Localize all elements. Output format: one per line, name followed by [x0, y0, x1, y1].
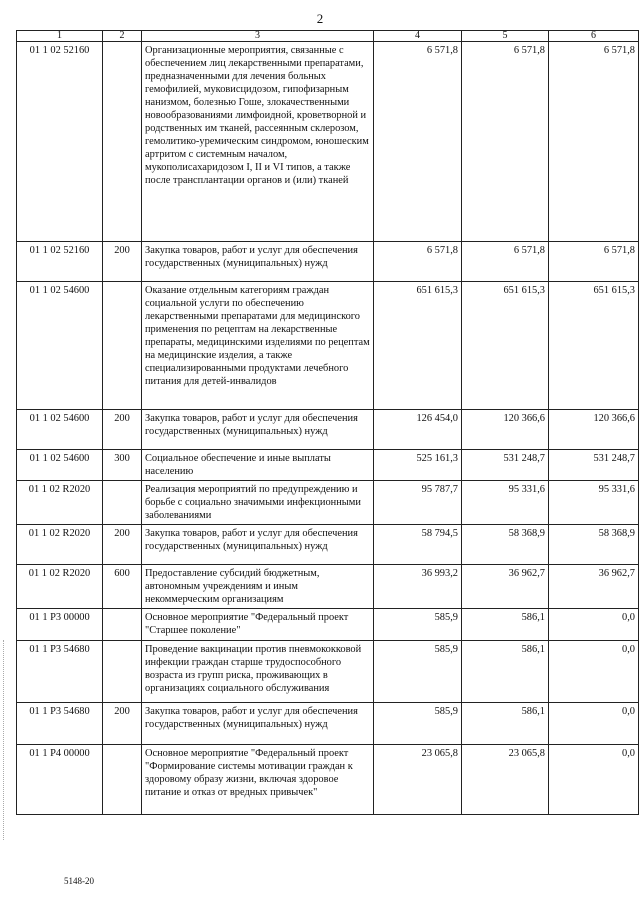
item-name: Проведение вакцинации против пневмококковой инфекции граждан старше трудоспособного возраста из групп риска, проживающих в организациях социального обслуживания	[142, 641, 374, 703]
amount-col5: 651 615,3	[462, 282, 549, 410]
table-row	[17, 242, 639, 282]
column-header: 2	[103, 31, 142, 42]
table-row	[17, 282, 639, 410]
document-id: 5148-20	[64, 876, 94, 886]
amount-col4: 36 993,2	[374, 565, 462, 609]
column-header: 4	[374, 31, 462, 42]
item-name: Закупка товаров, работ и услуг для обеспечения государственных (муниципальных) нужд	[142, 242, 374, 282]
amount-col4: 585,9	[374, 703, 462, 745]
budget-code: 01 1 02 52160	[17, 42, 103, 242]
column-number-row	[17, 31, 639, 42]
amount-col6: 531 248,7	[549, 450, 639, 481]
budget-code: 01 1 P3 54680	[17, 703, 103, 745]
table-row	[17, 703, 639, 745]
amount-col5: 120 366,6	[462, 410, 549, 450]
expense-type	[103, 609, 142, 641]
amount-col6: 0,0	[549, 703, 639, 745]
budget-code: 01 1 02 54600	[17, 450, 103, 481]
expense-type	[103, 282, 142, 410]
margin-mark	[3, 640, 5, 840]
column-header: 1	[17, 31, 103, 42]
amount-col5: 6 571,8	[462, 242, 549, 282]
amount-col6: 36 962,7	[549, 565, 639, 609]
amount-col6: 0,0	[549, 745, 639, 815]
item-name: Закупка товаров, работ и услуг для обеспечения государственных (муниципальных) нужд	[142, 703, 374, 745]
amount-col4: 6 571,8	[374, 242, 462, 282]
table-row	[17, 641, 639, 703]
table-row	[17, 525, 639, 565]
amount-col6: 0,0	[549, 641, 639, 703]
budget-code: 01 1 P3 54680	[17, 641, 103, 703]
expense-type	[103, 481, 142, 525]
amount-col6: 120 366,6	[549, 410, 639, 450]
item-name: Реализация мероприятий по предупреждению и борьбе с социально значимыми инфекционными заболеваниями	[142, 481, 374, 525]
amount-col5: 6 571,8	[462, 42, 549, 242]
amount-col6: 6 571,8	[549, 242, 639, 282]
item-name: Основное мероприятие "Федеральный проект "Формирование системы мотивации граждан к здоровому образу жизни, включая здоровое питание и отказ от вредных привычек"	[142, 745, 374, 815]
amount-col4: 126 454,0	[374, 410, 462, 450]
amount-col5: 23 065,8	[462, 745, 549, 815]
budget-code: 01 1 02 R2020	[17, 481, 103, 525]
expense-type: 300	[103, 450, 142, 481]
budget-code: 01 1 02 R2020	[17, 565, 103, 609]
budget-code: 01 1 P4 00000	[17, 745, 103, 815]
budget-code: 01 1 02 R2020	[17, 525, 103, 565]
item-name: Социальное обеспечение и иные выплаты населению	[142, 450, 374, 481]
item-name: Организационные мероприятия, связанные с обеспечением лиц лекарственными препаратами, предназначенными для лечения больных гемофилией, муковисцидозом, гипофизарным нанизмом, болезнью Гоше, злокачественными новообразованиями лимфоидной, кроветворной и родственных им тканей, рассеянным склерозом, гемолитико-уремическим синдромом, юношеским артритом с системным началом, мукополисахаридозом I, II и VI типов, а также после трансплантации органов и (или) тканей	[142, 42, 374, 242]
amount-col5: 531 248,7	[462, 450, 549, 481]
amount-col6: 95 331,6	[549, 481, 639, 525]
amount-col4: 6 571,8	[374, 42, 462, 242]
amount-col4: 95 787,7	[374, 481, 462, 525]
budget-code: 01 1 P3 00000	[17, 609, 103, 641]
expense-type	[103, 641, 142, 703]
item-name: Оказание отдельным категориям граждан социальной услуги по обеспечению лекарственными препаратами для медицинского применения по рецептам на лекарственные препараты, медицинскими изделиями по рецептам на медицинские изделия, а также специализированными продуктами лечебного питания для детей-инвалидов	[142, 282, 374, 410]
expense-type: 200	[103, 525, 142, 565]
expense-type: 200	[103, 410, 142, 450]
amount-col4: 585,9	[374, 609, 462, 641]
amount-col4: 585,9	[374, 641, 462, 703]
expense-type: 200	[103, 242, 142, 282]
amount-col4: 58 794,5	[374, 525, 462, 565]
table-row	[17, 450, 639, 481]
item-name: Закупка товаров, работ и услуг для обеспечения государственных (муниципальных) нужд	[142, 410, 374, 450]
amount-col5: 586,1	[462, 609, 549, 641]
budget-table	[16, 30, 639, 815]
budget-code: 01 1 02 54600	[17, 410, 103, 450]
expense-type	[103, 42, 142, 242]
table-row	[17, 410, 639, 450]
expense-type	[103, 745, 142, 815]
amount-col6: 58 368,9	[549, 525, 639, 565]
table-row	[17, 745, 639, 815]
item-name: Предоставление субсидий бюджетным, автономным учреждениям и иным некоммерческим организациям	[142, 565, 374, 609]
amount-col5: 95 331,6	[462, 481, 549, 525]
amount-col4: 23 065,8	[374, 745, 462, 815]
table-row	[17, 42, 639, 242]
table-row	[17, 481, 639, 525]
table-row	[17, 609, 639, 641]
page-number: 2	[316, 11, 324, 26]
amount-col5: 586,1	[462, 703, 549, 745]
budget-code: 01 1 02 54600	[17, 282, 103, 410]
expense-type: 200	[103, 703, 142, 745]
budget-code: 01 1 02 52160	[17, 242, 103, 282]
amount-col6: 6 571,8	[549, 42, 639, 242]
amount-col5: 58 368,9	[462, 525, 549, 565]
table-row	[17, 565, 639, 609]
amount-col4: 525 161,3	[374, 450, 462, 481]
item-name: Закупка товаров, работ и услуг для обеспечения государственных (муниципальных) нужд	[142, 525, 374, 565]
item-name: Основное мероприятие "Федеральный проект "Старшее поколение"	[142, 609, 374, 641]
column-header: 3	[142, 31, 374, 42]
amount-col6: 0,0	[549, 609, 639, 641]
amount-col6: 651 615,3	[549, 282, 639, 410]
amount-col4: 651 615,3	[374, 282, 462, 410]
amount-col5: 586,1	[462, 641, 549, 703]
column-header: 6	[549, 31, 639, 42]
column-header: 5	[462, 31, 549, 42]
expense-type: 600	[103, 565, 142, 609]
amount-col5: 36 962,7	[462, 565, 549, 609]
